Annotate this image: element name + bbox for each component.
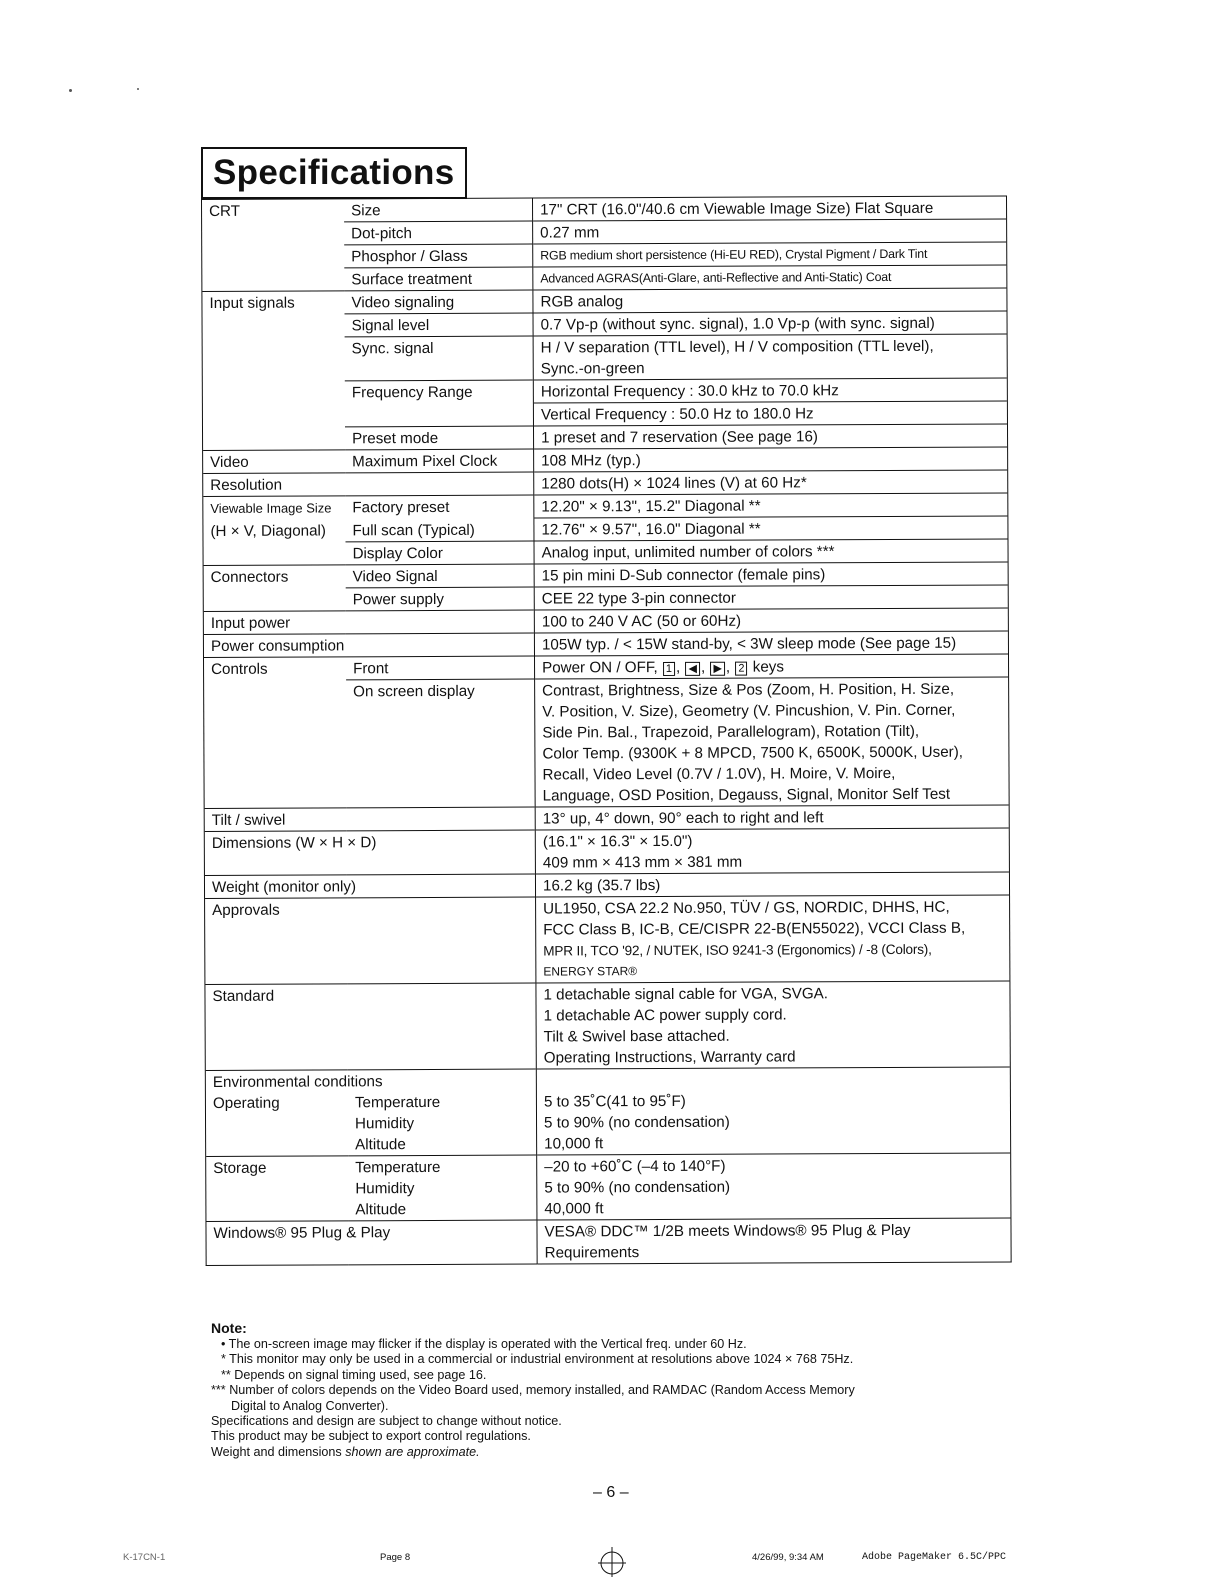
note-item: Digital to Analog Converter). <box>231 1398 389 1413</box>
item-value <box>537 1153 1011 1220</box>
item-label: Maximum Pixel Clock <box>345 449 534 473</box>
registration-mark-icon <box>596 1545 628 1577</box>
value-line: Language, OSD Position, Degauss, Signal, Monitor Self Test <box>542 785 951 805</box>
notes-section <box>211 1320 1011 1460</box>
key-1-icon: 1 <box>663 662 675 676</box>
scan-speck <box>69 89 72 92</box>
item-value: 0.27 mm <box>533 219 1007 244</box>
env-title: Environmental conditions <box>212 1073 383 1091</box>
value-line: Requirements <box>544 1244 640 1262</box>
value-line: 10,000 ft <box>544 1135 604 1153</box>
value-line: 5 to 35˚C(41 to 95˚F) <box>543 1092 686 1111</box>
item-label: Humidity <box>355 1180 415 1198</box>
footer-left-code: K-17CN-1 <box>123 1552 166 1563</box>
value-line: 409 mm × 413 mm × 381 mm <box>542 853 743 872</box>
notes-heading: Note: <box>211 1320 247 1336</box>
table-row <box>202 311 1007 338</box>
item-label: Size <box>344 198 533 222</box>
item-label: Signal level <box>345 313 534 337</box>
value-line: 5 to 90% (no condensation) <box>544 1178 731 1197</box>
group-label: Resolution <box>203 472 534 496</box>
item-value <box>537 1218 1011 1264</box>
group-label: Input power <box>203 610 534 634</box>
item-label: Frequency Range <box>345 380 534 404</box>
footer-timestamp: 4/26/99, 9:34 AM <box>752 1552 824 1563</box>
footer-app: Adobe PageMaker 6.5C/PPC <box>862 1552 1007 1563</box>
note-line: Specifications and design are subject to change without notice. <box>211 1414 562 1429</box>
item-label: Sync. signal <box>345 336 534 381</box>
item-label: Surface treatment <box>344 267 533 291</box>
item-value <box>535 677 1010 807</box>
scan-speck <box>137 88 139 90</box>
group-label: Connectors <box>203 565 346 589</box>
item-label: Front <box>346 656 535 680</box>
env-storage <box>206 1155 537 1221</box>
group-label: Video <box>203 450 346 474</box>
item-value: 105W typ. / < 15W stand-by, < 3W sleep mode (See page 15) <box>534 631 1008 656</box>
item-label: Power supply <box>346 587 535 611</box>
table-row <box>205 981 1010 1071</box>
group-label: Operating <box>212 1094 280 1112</box>
item-value <box>535 828 1009 874</box>
table-row <box>203 631 1008 658</box>
key-right-icon: ▶ <box>710 662 725 676</box>
group-label: Power consumption <box>203 633 534 657</box>
title-box <box>201 147 467 199</box>
item-value: 12.76" × 9.57", 16.0" Diagonal ** <box>534 516 1008 541</box>
item-label: Temperature <box>355 1158 441 1177</box>
value-line: FCC Class B, IC-B, CE/CISPR 22-B(EN55022), VCCI Class B, <box>543 919 966 939</box>
table-row <box>205 1067 1010 1157</box>
value-line: V. Position, V. Size), Geometry (V. Pincushion, V. Pin. Corner, <box>542 701 956 721</box>
item-value: 13° up, 4° down, 90° each to right and left <box>535 805 1009 830</box>
group-label: Standard <box>205 983 536 1070</box>
item-label: On screen display <box>346 679 535 808</box>
item-label: Display Color <box>345 541 534 565</box>
group-label: Approvals <box>205 897 536 984</box>
value-line: Contrast, Brightness, Size & Pos (Zoom, H. Position, H. Size, <box>542 680 955 700</box>
group-label: Tilt / swivel <box>204 807 535 831</box>
item-value: 12.20" × 9.13", 15.2" Diagonal ** <box>534 493 1008 518</box>
value-line: –20 to +60˚C (–4 to 140°F) <box>544 1157 726 1176</box>
group-label: Weight (monitor only) <box>204 874 535 898</box>
value-line: MPR II, TCO '92, / NUTEK, ISO 9241-3 (Ergonomics) / -8 (Colors), <box>543 941 932 959</box>
note-line: This product may be subject to export control regulations. <box>211 1429 531 1444</box>
value-line: Sync.-on-green <box>540 360 645 378</box>
page-number: – 6 – <box>593 1484 629 1501</box>
value-line: UL1950, CSA 22.2 No.950, TÜV / GS, NORDIC, DHHS, HC, <box>543 898 950 918</box>
table-row <box>205 895 1010 985</box>
item-value: 1 preset and 7 reservation (See page 16) <box>533 424 1007 449</box>
note-item: ** Depends on signal timing used, see page 16. <box>221 1367 487 1382</box>
value-line: Operating Instructions, Warranty card <box>543 1048 796 1067</box>
item-label: Preset mode <box>345 426 534 450</box>
env-operating <box>205 1069 536 1156</box>
value-line: (16.1" × 16.3" × 15.0") <box>542 832 693 851</box>
value-line: 1 detachable AC power supply cord. <box>543 1006 787 1025</box>
item-value <box>536 895 1010 983</box>
table-row <box>204 828 1009 876</box>
item-value: CEE 22 type 3-pin connector <box>534 585 1008 610</box>
table-row <box>202 242 1007 269</box>
item-label: Dot-pitch <box>344 221 533 245</box>
note-line: Weight and dimensions shown are approximate. <box>211 1444 480 1459</box>
table-row <box>206 1218 1011 1266</box>
item-value: Advanced AGRAS(Anti-Glare, anti-Reflective and Anti-Static) Coat <box>533 265 1007 290</box>
item-value: 15 pin mini D-Sub connector (female pins) <box>534 562 1008 587</box>
item-label: Temperature <box>354 1093 441 1112</box>
item-label: Altitude <box>355 1201 407 1219</box>
table-row <box>202 265 1007 292</box>
value-line: Recall, Video Level (0.7V / 1.0V), H. Moire, V. Moire, <box>542 764 896 784</box>
item-value: Vertical Frequency : 50.0 Hz to 180.0 Hz <box>533 401 1007 426</box>
group-label: Input signals <box>202 291 345 315</box>
value-line: 1 detachable signal cable for VGA, SVGA. <box>543 985 829 1004</box>
group-label: (H × V, Diagonal) <box>203 519 346 543</box>
table-row <box>202 334 1007 382</box>
value-line: Color Temp. (9300K + 8 MPCD, 7500 K, 6500K, 5000K, User), <box>542 743 964 763</box>
table-row <box>206 1153 1011 1222</box>
item-value: Horizontal Frequency : 30.0 kHz to 70.0 kHz <box>533 378 1007 403</box>
table-row <box>204 872 1009 899</box>
value-line: Tilt & Swivel base attached. <box>543 1027 730 1046</box>
energy-star-label: ENERGY STAR® <box>543 964 638 979</box>
item-value: 16.2 kg (35.7 lbs) <box>535 872 1009 897</box>
item-label: Video Signal <box>346 564 535 588</box>
note-item: • The on-screen image may flicker if the display is operated with the Vertical freq. under 60 Hz. <box>221 1337 747 1351</box>
value-line: Side Pin. Bal., Trapezoid, Parallelogram), Rotation (Tilt), <box>542 722 920 742</box>
item-value <box>536 981 1010 1069</box>
key-2-icon: 2 <box>735 662 747 676</box>
item-value: Power ON / OFF, 1 , ◀ , ▶ , 2 keys <box>534 654 1008 679</box>
key-left-icon: ◀ <box>685 662 700 676</box>
page-title: Specifications <box>213 153 455 192</box>
group-label: Viewable Image Size <box>203 496 346 520</box>
value-line: H / V separation (TTL level), H / V composition (TTL level), <box>540 337 934 357</box>
group-label: Windows® 95 Plug & Play <box>206 1220 537 1265</box>
item-value <box>536 1067 1010 1155</box>
group-label: Dimensions (W × H × D) <box>204 830 535 875</box>
item-value: RGB analog <box>533 288 1007 313</box>
value-line: 5 to 90% (no condensation) <box>543 1113 730 1132</box>
table-row <box>202 196 1007 223</box>
item-value: 1280 dots(H) × 1024 lines (V) at 60 Hz* <box>534 470 1008 495</box>
item-value: 0.7 Vp-p (without sync. signal), 1.0 Vp-p (with sync. signal) <box>533 311 1007 336</box>
value-line: 40,000 ft <box>544 1200 604 1218</box>
item-label: Full scan (Typical) <box>352 521 475 539</box>
group-label: Storage <box>213 1159 267 1177</box>
footer-page-label: Page 8 <box>380 1552 411 1563</box>
item-label: Humidity <box>354 1115 415 1133</box>
item-value <box>533 334 1007 380</box>
item-label: Factory preset <box>345 495 534 519</box>
note-item: * This monitor may only be used in a commercial or industrial environment at resolutions above 1024 × 768 75Hz. <box>221 1352 854 1367</box>
note-item: *** Number of colors depends on the Video Board used, memory installed, and RAMDAC (Random Access Memory <box>211 1383 855 1398</box>
item-label: Altitude <box>355 1136 406 1154</box>
table-row <box>204 677 1010 809</box>
item-label: Phosphor / Glass <box>344 244 533 268</box>
item-value: Analog input, unlimited number of colors *** <box>534 539 1008 564</box>
group-label: Controls <box>204 657 347 681</box>
item-value: 108 MHz (typ.) <box>534 447 1008 472</box>
item-value: RGB medium short persistence (Hi-EU RED), Crystal Pigment / Dark Tint <box>533 242 1007 267</box>
spec-table <box>201 195 1012 1266</box>
value-line: VESA® DDC™ 1/2B meets Windows® 95 Plug & Play <box>544 1221 911 1241</box>
table-row <box>204 805 1009 832</box>
item-label: Video signaling <box>344 290 533 314</box>
item-value: 100 to 240 V AC (50 or 60Hz) <box>534 608 1008 633</box>
item-value: 17" CRT (16.0"/40.6 cm Viewable Image Size) Flat Square <box>532 196 1006 221</box>
group-label: CRT <box>202 199 345 223</box>
